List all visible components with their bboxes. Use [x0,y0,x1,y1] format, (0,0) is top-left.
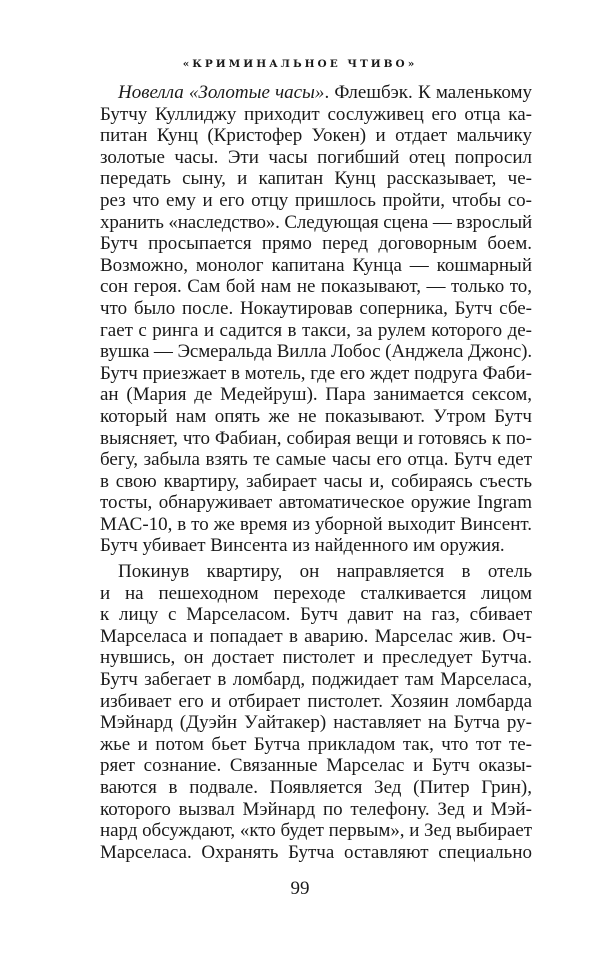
line-text: нард обсуждают, «кто будет первым», и Зед выбирает [100,820,533,842]
line-text: нувшись, он достает пистолет и преследует Бутча. [100,647,532,669]
line-text: Марселаса и попадает в аварию. Марселас жив. Оч- [100,625,532,647]
line-text: Бутч забегает в ломбард, поджидает там Марселаса, [100,669,532,691]
line-text: Покинув квартиру, он направляется в отель [118,561,532,583]
text-line [100,298,532,320]
line-text: Мэйнард (Дуэйн Уайтакер) наставляет на Бутча ру- [100,712,532,734]
text-line [100,561,532,583]
page-number: 99 [290,878,310,899]
text-line [100,125,532,147]
line-text: тосты, обнаруживает автоматическое оружие Ingram [100,492,532,514]
line-text: жье и потом бьет Бутча прикладом так, что тот те- [100,733,532,755]
line-text: бегу, забыла взять те самые часы его отца. Бутч едет [100,449,532,471]
body-text [100,82,532,863]
paragraph-2 [100,561,532,863]
line-text: передать сыну, и капитан Кунц рассказывает, че- [100,168,532,190]
text-line [100,276,532,298]
text-line [100,820,532,842]
line-text: ряет сознание. Связанные Марселас и Бутч оказы- [100,755,532,777]
text-line [100,471,532,493]
line-text: Бутч просыпается прямо перед договорным боем. [100,233,532,255]
running-header: «КРИМИНАЛЬНОЕ ЧТИВО» [182,58,418,70]
text-line [100,190,532,212]
text-line [100,449,532,471]
line-text: вушка — Эсмеральда Вилла Лобос (Анджела Джонс). [100,341,532,363]
line-text: к лицу с Марселасом. Бутч давит на газ, сбивает [100,604,532,626]
text-line [100,799,532,821]
text-line [100,212,532,234]
text-line [100,104,532,126]
text-line [100,233,532,255]
text-line [100,842,532,864]
line-text: который нам опять же не показывают. Утром Бутч [100,405,532,427]
line-text: МАС-10, в то же время из уборной выходит Винсент. [100,513,532,535]
text-line [100,514,532,536]
line-text: золотые часы. Эти часы погибший отец попросил [100,146,532,168]
text-line [100,168,532,190]
line-text: Возможно, монолог капитана Кунца — кошмарный [100,254,532,276]
text-line [100,669,532,691]
line-text: ан (Мария де Медейруш). Пара занимается сексом, [100,384,532,406]
text-line [100,734,532,756]
line-text: Бутч убивает Винсента из найденного им оружия. [100,535,505,557]
line-text: которого вызвал Мэйнард по телефону. Зед и Мэй- [100,798,532,820]
line-text: Бутчу Куллиджу приходит сослуживец его отца ка- [100,103,532,125]
text-line [100,583,532,605]
line-text: что было после. Нокаутировав соперника, Бутч сбе- [100,297,532,319]
text-line [100,777,532,799]
line-text: сон героя. Сам бой нам не показывают, — только то, [100,276,532,298]
line-text: Бутч приезжает в мотель, где его ждет подруга Фаби- [100,362,532,384]
text-line [100,428,532,450]
line-text: избивает его и отбирает пистолет. Хозяин ломбарда [100,690,532,712]
line-text: гает с ринга и садится в такси, за рулем которого де- [100,319,532,341]
line-text: ваются в подвале. Появляется Зед (Питер Грин), [100,777,532,798]
italic-lead: Новелла «Золотые часы» [118,82,325,103]
line-text: выясняет, что Фабиан, собирая вещи и готовясь к по- [100,427,532,449]
text-line [100,341,532,363]
text-line [100,604,532,626]
text-line [100,691,532,713]
text-line [100,384,532,406]
text-line [100,255,532,277]
text-line [100,82,532,104]
text-line [100,535,532,557]
paragraph-1 [100,82,532,557]
text-line [100,712,532,734]
line-text: Марселаса. Охранять Бутча оставляют специально [100,841,532,863]
text-line [100,320,532,342]
line-text: и на пешеходном переходе сталкивается лицом [100,582,532,604]
text-line [100,147,532,169]
line-text: хранить «наследство». Следующая сцена — взрослый [100,211,532,233]
line-text: рез что ему и его отцу пришлось пройти, чтобы со- [100,189,532,211]
text-line [100,647,532,669]
text-line [100,626,532,648]
text-line [100,406,532,428]
line-text: в свою квартиру, забирает часы и, собираясь съесть [100,470,532,492]
text-line [100,363,532,385]
line-text: питан Кунц (Кристофер Уокен) и отдает мальчику [100,125,532,147]
line-text: . Флешбэк. К маленькому [324,82,532,103]
text-line [100,755,532,777]
text-line [100,492,532,514]
